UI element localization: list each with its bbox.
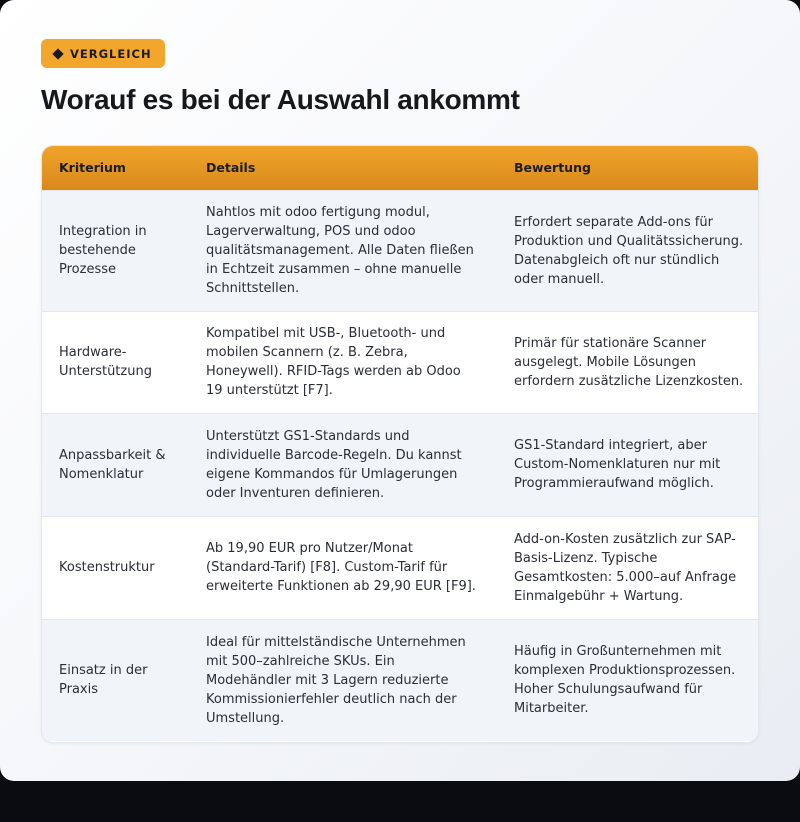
- cell-bewertung: Add-on-Kosten zusätzlich zur SAP-Basis-Lizenz. Typische Gesamtkosten: 5.000–auf Anfrage Einmalgebühr + Wartung.: [514, 531, 737, 604]
- cell-kriterium: Hardware-Unterstützung: [59, 345, 152, 379]
- cell-kriterium: Anpassbarkeit & Nomenklatur: [59, 447, 166, 482]
- table-header-row: [42, 146, 759, 190]
- section-badge: [41, 39, 165, 68]
- comparison-table: [41, 145, 759, 743]
- table-row: [42, 516, 759, 619]
- table-row: [42, 413, 759, 516]
- cell-details: Ab 19,90 EUR pro Nutzer/Monat (Standard-Tarif) [F8]. Custom-Tarif für erweiterte Funktionen ab 29,90 EUR [F9].: [206, 541, 476, 594]
- cell-details: Ideal für mittelständische Unternehmen mit 500–zahlreiche SKUs. Ein Modehändler mit 3 Lagern reduzierte Kommissionierfehler deutlich nach der Umstellung.: [206, 634, 466, 726]
- cell-kriterium: Einsatz in der Praxis: [59, 663, 148, 698]
- header-details: Details: [206, 160, 256, 176]
- cell-details: Kompatibel mit USB-, Bluetooth- und mobilen Scannern (z. B. Zebra, Honeywell). RFID-Tags werden ab Odoo 19 unterstützt [F7].: [206, 326, 461, 398]
- cell-details: Unterstützt GS1-Standards und individuelle Barcode-Regeln. Du kannst eigene Kommandos für Umlagerungen oder Inventuren definieren.: [206, 428, 462, 501]
- cell-details: Nahtlos mit odoo fertigung modul, Lagerverwaltung, POS und odoo qualitätsmanagement. Alle Daten fließen in Echtzeit zusammen – ohne manuelle Schnittstellen.: [206, 205, 474, 296]
- table-row: [42, 619, 759, 741]
- header-bewertung: Bewertung: [514, 160, 591, 176]
- page-title: Worauf es bei der Auswahl ankommt: [41, 84, 520, 115]
- header-kriterium: Kriterium: [59, 160, 126, 176]
- cell-bewertung: Erfordert separate Add-ons für Produktion und Qualitätssicherung. Datenabgleich oft nur stündlich oder manuell.: [514, 214, 744, 287]
- table-row: [42, 311, 759, 413]
- badge-label: VERGLEICH: [70, 46, 152, 61]
- cell-bewertung: GS1-Standard integriert, aber Custom-Nomenklaturen nur mit Programmieraufwand möglich.: [514, 438, 721, 491]
- cell-kriterium: Kostenstruktur: [59, 560, 155, 575]
- diamond-icon: [52, 48, 63, 59]
- cell-bewertung: Primär für stationäre Scanner ausgelegt. Mobile Lösungen erfordern zusätzliche Lizenzkosten.: [514, 335, 744, 389]
- cell-kriterium: Integration in bestehende Prozesse: [59, 224, 147, 277]
- cell-bewertung: Häufig in Großunternehmen mit komplexen Produktionsprozessen. Hoher Schulungsaufwand für Mitarbeiter.: [514, 644, 736, 717]
- table-row: [42, 190, 759, 311]
